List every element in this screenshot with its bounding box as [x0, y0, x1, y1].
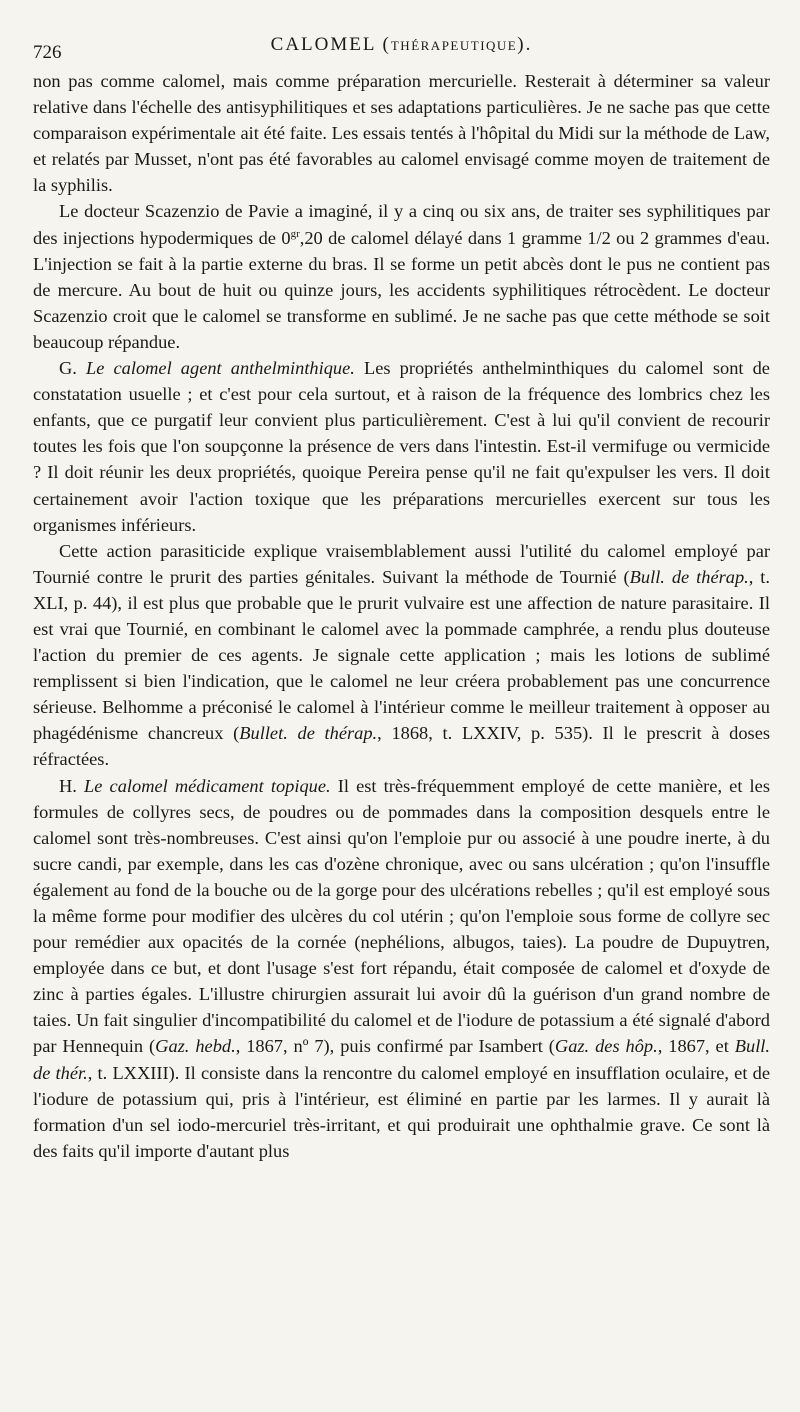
paragraph-syphilis-conclusion: non pas comme calomel, mais comme préparation mercurielle. Resterait à déterminer sa valeur relative dans l'échelle des antisyphilitiques et ses adaptations particulières. Je ne sache pas que cette comparaison expérimentale ait été faite. Les essais tentés à l'hôpital du Midi sur la méthode de Law, et relatés par Musset, n'ont pas été favorables au calomel envisagé comme moyen de traitement de la syphilis. [33, 71, 770, 196]
page-header [33, 30, 770, 66]
section-title-g: Le calomel agent anthelminthique. [86, 358, 355, 379]
running-close: ). [517, 34, 533, 55]
citation: Bullet. de thérap. [239, 723, 378, 744]
citation: Gaz. des hôp. [554, 1036, 658, 1057]
paragraph-section-g: G. Le calomel agent anthelminthique. Les propriétés anthelminthiques du calomel sont de constatation usuelle ; et c'est pour cela surtout, et à raison de la fréquence des lombrics chez les enfants, que ce purgatif leur convient plus particulièrement. C'est à lui qu'il convient de recourir toutes les fois que l'on soupçonne la présence de vers dans l'intestin. Est-il vermifuge ou vermicide ? Il doit réunir les deux propriétés, quoique Pereira pense qu'il ne fait qu'expulser les vers. Il doit certainement avoir l'action toxique que les préparations mercurielles exercent sur tous les organismes inférieurs. [33, 358, 770, 535]
citation: Gaz. hebd. [155, 1036, 236, 1057]
paragraph-tournie: Cette action parasiticide explique vraisemblablement aussi l'utilité du calomel employé par Tournié contre le prurit des parties génitales. Suivant la méthode de Tournié (Bull. de thérap., t. XLI, p. 44), il est plus que probable que le prurit vulvaire est une affection de nature parasitaire. Il est vrai que Tournié, en combinant le calomel avec la pommade camphrée, a rendu plus douteuse l'action du premier de ces agents. Je signale cette application ; mais les lotions de sublimé remplissent si bien l'indication, que le calomel ne leur créera probablement pas une concurrence sérieuse. Belhomme a préconisé le calomel à l'intérieur comme le meilleur traitement à opposer au phagédénisme chancreux (Bullet. de thérap., 1868, t. LXXIV, p. 535). Il le prescrit à doses réfractées. [33, 540, 771, 770]
section-title-h: Le calomel médicament topique. [84, 775, 331, 796]
paragraph-section-h: H. Le calomel médicament topique. Il est très-fréquemment employé de cette manière, et les formules de collyres secs, de poudres ou de pommades dans la composition desquels entre le calomel sont très-nombreuses. C'est ainsi qu'on l'emploie pur ou associé à une poudre inerte, à du sucre candi, par exemple, dans les cas d'ozène chronique, avec ou sans ulcération ; qu'on l'insuffle également au fond de la bouche ou de la gorge pour des ulcérations rebelles ; qu'il est employé sous la même forme pour modifier des ulcères du col utérin ; qu'on l'emploie sous forme de collyre sec pour remédier aux opacités de la cornée (nephélions, albugos, taies). La poudre de Dupuytren, employée dans ce but, et dont l'usage s'est fort répandu, était composée de calomel et d'oxyde de zinc à parties égales. L'illustre chirurgien assurait lui avoir dû la guérison d'un grand nombre de taies. Un fait singulier d'incompatibilité du calomel et de l'iodure de potassium a été signalé d'abord par Hennequin (Gaz. hebd., 1867, nº 7), puis confirmé par Isambert (Gaz. des hôp., 1867, et Bull. de thér., t. LXXIII). Il consiste dans la rencontre du calomel employé en insufflation oculaire, et de l'iodure de potassium qui, pris à l'intérieur, est éliminé en partie par les larmes. Il y aurait là formation d'un sel iodo-mercuriel très-irritant, et qui produirait une ophthalmie grave. Ce sont là des faits qu'il importe d'autant plus [33, 775, 771, 1161]
citation: Bull. de thér. [33, 1036, 771, 1083]
page-number: 726 [33, 42, 62, 63]
paragraph-scazenzio: Le docteur Scazenzio de Pavie a imaginé, il y a cinq ou six ans, de traiter ses syphilitiques par des injections hypodermiques de $0^{gr},20$ de calomel délayé dans 1 gramme 1/2 ou 2 grammes d'eau. L'injection se fait à la partie externe du bras. Il se forme un petit abcès dont le pus ne contient pas de mercure. Au bout de huit ou quinze jours, les accidents syphilitiques rétrocèdent. Le docteur Scazenzio croit que le calomel se transforme en sublimé. Je ne sache pas que cette méthode se soit beaucoup répandue. [33, 201, 770, 352]
running-title: CALOMEL ( [270, 34, 391, 55]
section-letter-h: H. [59, 775, 77, 796]
section-letter-g: G. [59, 358, 77, 379]
body-text [33, 68, 770, 1164]
running-head [33, 34, 770, 56]
citation: Bull. de thérap. [629, 566, 749, 587]
running-subtitle: THÉRAPEUTIQUE [390, 38, 518, 53]
